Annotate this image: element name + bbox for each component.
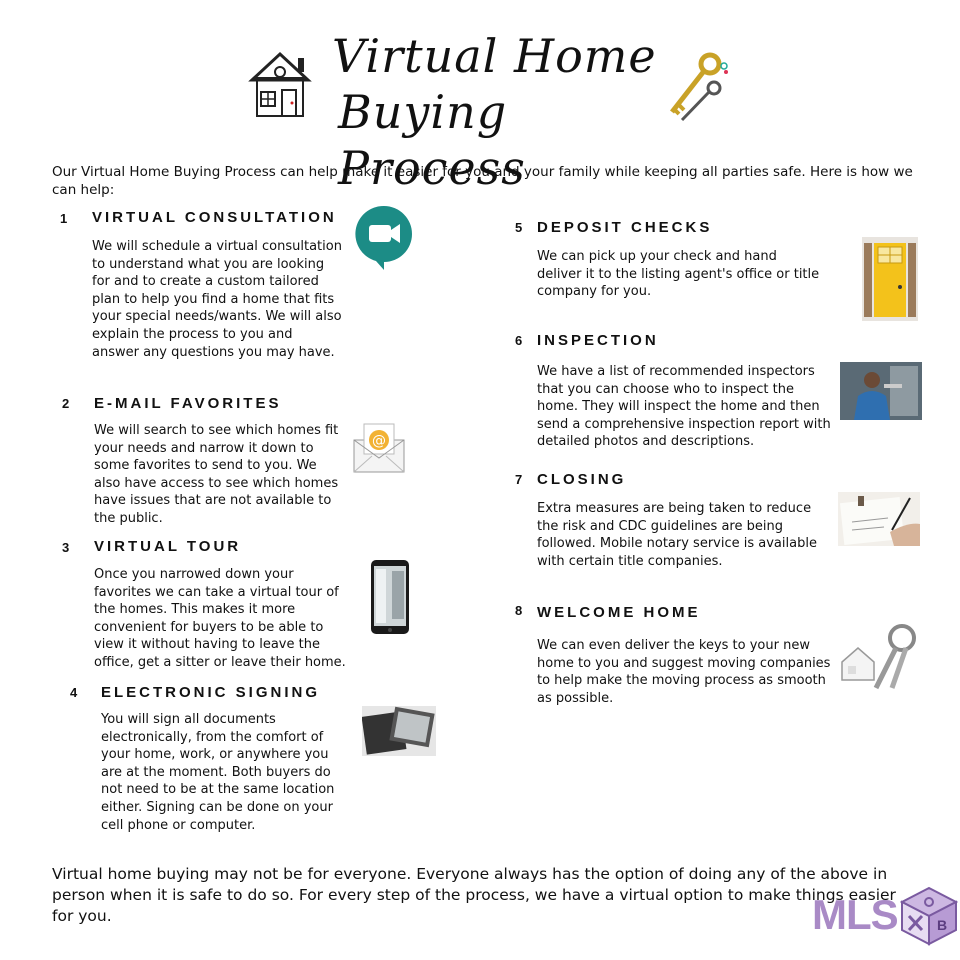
mls-cube-icon	[900, 886, 958, 946]
step-title-6: INSPECTION	[537, 332, 659, 349]
step-number-8: 8	[515, 603, 523, 618]
step-number-2: 2	[62, 396, 70, 411]
house-keys-icon	[838, 622, 922, 692]
step-text-2: We will search to see which homes fit your needs and narrow it down to some favorites to send to you. We also have access to see which homes have issues that are not available to the public.	[94, 423, 339, 526]
svg-text:B: B	[936, 917, 948, 933]
step-title-8: WELCOME HOME	[537, 604, 701, 621]
step-title-4: ELECTRONIC SIGNING	[101, 684, 321, 701]
tablet-phone-icon	[362, 706, 436, 756]
video-call-icon	[354, 204, 414, 270]
step-number-3: 3	[62, 540, 70, 555]
step-title-5: DEPOSIT CHECKS	[537, 219, 713, 236]
smartphone-icon	[370, 559, 410, 635]
title-line-1: Virtual Home	[332, 29, 657, 83]
step-text-5: We can pick up your check and hand deliver it to the listing agent's office or title company for you.	[537, 249, 820, 300]
step-text-4: You will sign all documents electronically, from the comfort of your home, work, or anywhere you are at the moment. Both buyers do not need to be at the same location either. Signing can be done on your cell phone or computer.	[101, 712, 335, 833]
step-title-1: VIRTUAL CONSULTATION	[92, 209, 337, 226]
step-title-7: CLOSING	[537, 471, 627, 488]
step-number-5: 5	[515, 220, 523, 235]
step-number-4: 4	[70, 685, 78, 700]
email-envelope-icon	[352, 420, 406, 474]
step-number-7: 7	[515, 472, 523, 487]
yellow-door-icon	[862, 237, 918, 321]
step-text-3: Once you narrowed down your favorites we can take a virtual tour of the homes. This makes it more convenient for buyers to be able to view it without having to leave the office, get a sitter or leave their home.	[94, 567, 346, 670]
step-number-1: 1	[60, 211, 68, 226]
house-icon	[246, 48, 314, 118]
mls-logo-text: MLS	[812, 891, 898, 938]
step-text-6: We have a list of recommended inspectors that you can choose who to inspect the home. They will inspect the home and then send a comprehensive inspection report with detailed photos and descriptions.	[537, 364, 831, 450]
vintage-keys-icon	[664, 50, 734, 126]
step-text-8: We can even deliver the keys to your new home to you and suggest moving companies to help make the moving process as smooth as possible.	[537, 638, 831, 706]
mls-logo	[812, 893, 898, 937]
title-line-2: Buying Process	[338, 85, 526, 195]
closing-text: Virtual home buying may not be for everyone. Everyone always has the option of doing any of the above in person when it is safe to do so. For every step of the process, we have a virtual option to make things easier for you.	[52, 865, 896, 925]
step-text-7: Extra measures are being taken to reduce the risk and CDC guidelines are being followed. Mobile notary service is available with certain title companies.	[537, 501, 817, 569]
svg-text:@: @	[372, 433, 386, 449]
step-title-2: E-MAIL FAVORITES	[94, 395, 282, 412]
step-text-1: We will schedule a virtual consultation to understand what you are looking for and to create a custom tailored plan to help you find a home that fits your special needs/wants. We will also explain the process to you and answer any questions you may have.	[92, 239, 342, 360]
intro-text: Our Virtual Home Buying Process can help make it easier for you and your family while keeping all parties safe. Here is how we can help:	[52, 164, 913, 198]
step-number-6: 6	[515, 333, 523, 348]
inspector-icon	[840, 362, 922, 420]
step-title-3: VIRTUAL TOUR	[94, 538, 242, 555]
signing-pen-icon	[838, 492, 920, 546]
